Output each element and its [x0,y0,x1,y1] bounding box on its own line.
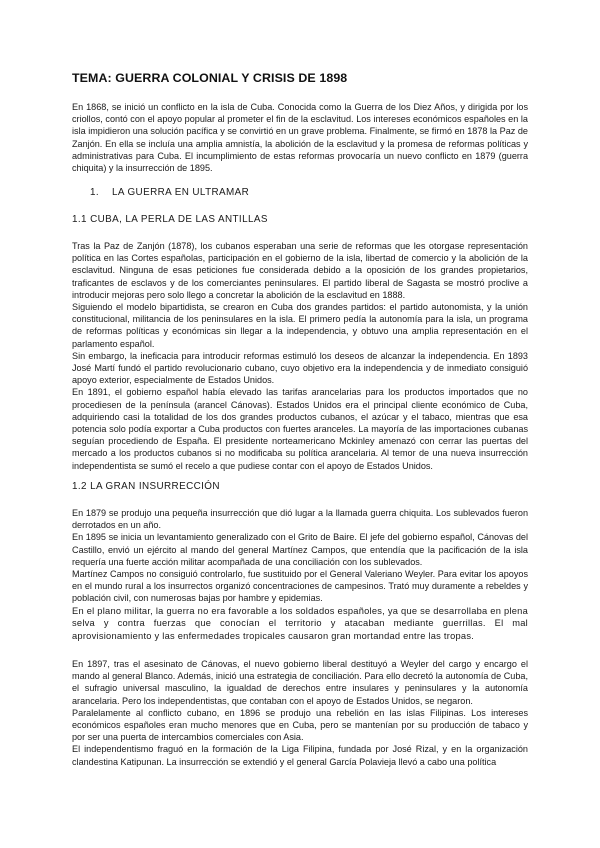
subsection-1-2-body-b [72,658,528,768]
paragraph: Tras la Paz de Zanjón (1878), los cubanos esperaban una serie de reformas que les otorgase representación política en las Cortes españolas, participación en el gobierno de la isla, libertad de comercio y la abolición de la esclavitud. Ninguna de esas peticiones fue considerada debido a la oposición de los grandes propietarios, traficantes de esclavos y de los comerciantes peninsulares. El partido liberal de Sagasta se mostró proclive a introducir mejoras pero solo llego a concretar la abolición de la esclavitud en 1888. [72,241,528,300]
subsection-1-1-body [72,240,528,472]
subsection-heading-1-1: 1.1 CUBA, LA PERLA DE LAS ANTILLAS [72,214,268,225]
paragraph: El independentismo fraguó en la formación de la Liga Filipina, fundada por José Rizal, y en la organización clandestina Katipunan. La insurrección se extendió y el general García Polavieja llevó a cabo una política [72,744,528,767]
paragraph: Paralelamente al conflicto cubano, en 1896 se produjo una rebelión en las islas Filipinas. Los intereses económicos españoles eran mucho menores que en Cuba, pero se mantenían por su producción de tabaco y por ser una puerta de intercambios comerciales con Asia. [72,707,528,743]
paragraph: Siguiendo el modelo bipartidista, se crearon en Cuba dos grandes partidos: el partido autonomista, y la unión constitucional, militancia de los peninsulares en la isla. El primero pedía la autonomía para la isla, un programa de reformas políticas y económicas sin llegar a la independencia, y obtuvo una amplia representación en el parlamento español. [72,302,528,349]
paragraph: En 1897, tras el asesinato de Cánovas, el nuevo gobierno liberal destituyó a Weyler del cargo y encargo el mando al general Blanco. Además, inició una estrategia de conciliación. Para ello decretó la autonomía de Cuba, el sufragio universal masculino, la igualdad de derechos entre insulares y peninsulares y la autonomía arancelaria. Pero los independentistas, que contaban con el apoyo de Estados Unidos, se negaron. [72,659,528,706]
paragraph: En 1879 se produjo una pequeña insurrección que dió lugar a la llamada guerra chiquita. Los sublevados fueron derrotados en un año. [72,508,528,531]
subsection-1-2-body-a [72,507,528,642]
paragraph: Sin embargo, la ineficacia para introducir reformas estimuló los deseos de alcanzar la independencia. En 1893 José Martí fundó el partido revolucionario cubano, cuyo objetivo era la independencia y de inmediato consiguió apoyo exterior, especialmente de Estados Unidos. [72,350,528,386]
page-title: TEMA: GUERRA COLONIAL Y CRISIS DE 1898 [72,71,348,85]
subsection-heading-1-2: 1.2 LA GRAN INSURRECCIÓN [72,481,220,492]
section-number: 1. [90,187,100,198]
section-title: LA GUERRA EN ULTRAMAR [112,187,250,198]
intro-paragraph: En 1868, se inició un conflicto en la isla de Cuba. Conocida como la Guerra de los Diez Años, y dirigida por los criollos, contó con el apoyo popular al prometer el fin de la esclavitud. Los intereses económicos españoles en la isla impidieron una solución pacífica y se convirtió en un grave problema. Finalmente, se firmó en 1878 la Paz de Zanjón. En ella se incluía una amplia amnistía, la abolición de la esclavitud y la promesa de reformas políticas y administrativas para Cuba. El incumplimiento de estas reformas provocaría un nuevo conflicto en 1879 (guerra chiquita) y la insurrección de 1895. [72,102,528,174]
paragraph: En 1895 se inicia un levantamiento generalizado con el Grito de Baire. El jefe del gobierno español, Cánovas del Castillo, envió un ejército al mando del general Martínez Campos, que entendía que la pacificación de la isla requería una fuerte acción militar acompañada de una conciliación con los sublevados. [72,532,528,567]
paragraph: En el plano militar, la guerra no era favorable a los soldados españoles, ya que se desarrollaba en plena selva y contra fuerzas que conocían el territorio y atacaban mediante guerrillas. El mal aprovisionamiento y las enfermedades tropicales causaron gran mortandad entre las tropas. [72,605,528,641]
paragraph: En 1891, el gobierno español había elevado las tarifas arancelarias para los productos importados que no procediesen de la península (arancel Cánovas). Estados Unidos era el principal cliente económico de Cuba, adquiriendo casi la totalidad de los dos grandes productos cubanos, el azúcar y el tabaco, mientras que esa potencia solo podía exportar a Cuba productos con fuertes aranceles. La mayoría de las importaciones cubanas seguían procediendo de España. El presidente norteamericano Mckinley amenazó con cerrar las puertas del mercado a los productos cubanos si no modificaba su política arancelaria. Al temor de una nueva insurrección independentista se sumó el recelo a que pudiese contar con el apoyo de Estados Unidos. [72,387,528,471]
section-heading-1 [90,187,249,198]
paragraph: Martínez Campos no consiguió controlarlo, fue sustituido por el General Valeriano Weyler. Para evitar los apoyos en el mundo rural a los insurrectos organizó concentraciones de campesinos. Trató muy duramente a rebeldes y población civil, con numerosas bajas por hambre y epidemias. [72,569,528,604]
